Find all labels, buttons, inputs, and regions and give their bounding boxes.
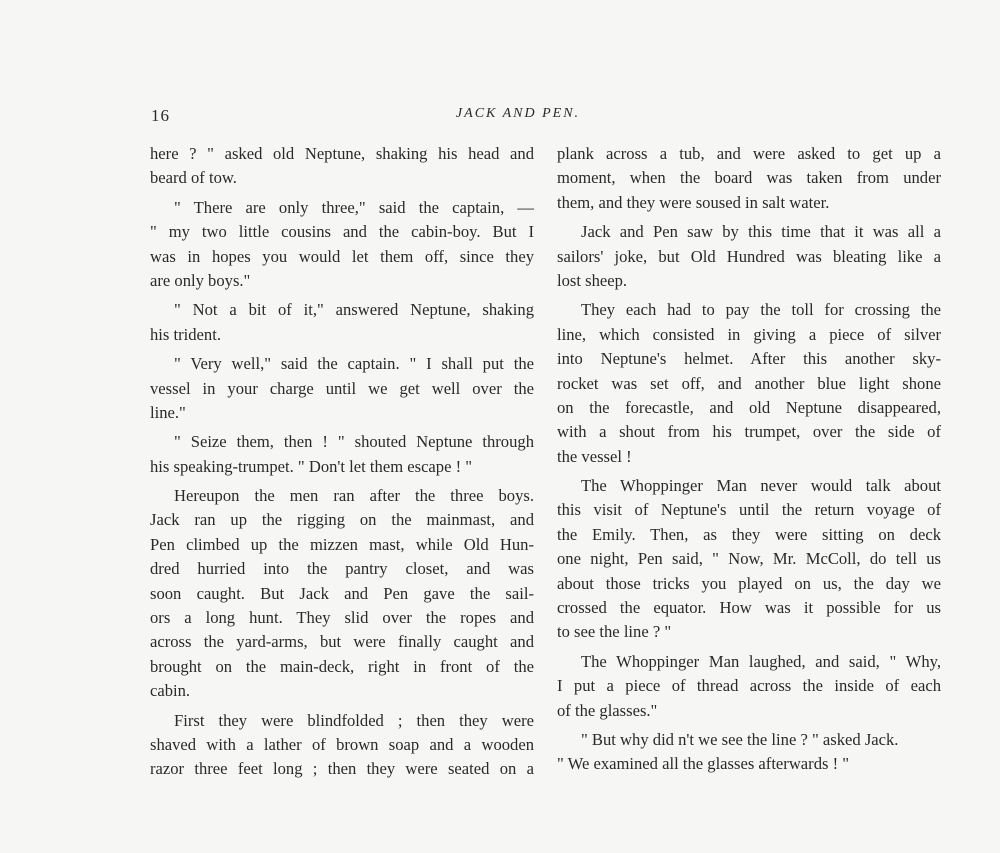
text-line: cabin. [150,681,191,701]
text-line: razor three feet long ; then they were seated on a [150,759,534,779]
text-line: " There are only three," said the captain, — [174,197,534,217]
text-line: Pen climbed up the mizzen mast, while Old Hun- [150,534,534,554]
text-line: " Seize them, then ! " shouted Neptune through [174,432,534,452]
text-line: rocket was set off, and another blue light shone [557,373,941,393]
text-line: The Whoppinger Man never would talk about [581,476,941,496]
text-line: across the yard-arms, but were finally caught and [150,632,534,652]
text-line: lost sheep. [557,270,628,290]
text-line: First they were blindfolded ; then they were [174,710,534,730]
text-line: " Very well," said the captain. " I shall put the [174,354,534,374]
text-line: beard of tow. [150,168,237,188]
text-line: line, which consisted in giving a piece of silver [557,324,941,344]
page-number: 16 [151,106,170,125]
text-line: " my two little cousins and the cabin-boy. But I [150,222,534,242]
text-line: moment, when the board was taken from under [557,168,941,188]
text-line: The Whoppinger Man laughed, and said, " Why, [581,651,941,671]
text-line: " Not a bit of it," answered Neptune, shaking [174,300,534,320]
text-line: dred hurried into the pantry closet, and was [150,559,534,579]
text-line: brought on the main-deck, right in front of the [150,656,534,676]
text-line: crossed the equator. How was it possible for us [557,598,941,618]
text-line: of the glasses." [557,700,658,720]
text-line: ors a long hunt. They slid over the ropes and [150,608,534,628]
text-line: the vessel ! [557,446,632,466]
text-line: line." [150,402,186,422]
text-line: Hereupon the men ran after the three boys. [174,486,534,506]
text-line: was in hopes you would let them off, since they [150,246,534,266]
text-line: about those tricks you played on us, the day we [557,573,941,593]
text-line: " But why did n't we see the line ? " asked Jack. [581,729,899,749]
text-line: his speaking-trumpet. " Don't let them escape ! " [150,456,473,476]
text-line: with a shout from his trumpet, over the side of [557,422,941,442]
text-line: the Emily. Then, as they were sitting on deck [557,524,941,544]
text-line: Jack and Pen saw by this time that it was all a [581,222,941,242]
left-text-column [150,142,534,782]
right-text-column [557,142,941,777]
text-line: I put a piece of thread across the inside of each [557,676,941,696]
text-line: plank across a tub, and were asked to get up a [557,144,941,163]
text-line: Jack ran up the rigging on the mainmast, and [150,510,534,530]
text-line: this visit of Neptune's until the return voyage of [557,500,941,520]
text-line: his trident. [150,324,221,344]
text-line: sailors' joke, but Old Hundred was bleating like a [557,246,941,266]
text-line: them, and they were soused in salt water. [557,192,830,212]
text-line: on the forecastle, and old Neptune disappeared, [557,397,941,417]
text-line: to see the line ? " [557,622,672,642]
text-line: are only boys." [150,270,251,290]
text-line: into Neptune's helmet. After this another sky- [557,349,941,369]
text-line: shaved with a lather of brown soap and a wooden [150,734,534,754]
text-line: soon caught. But Jack and Pen gave the sail- [150,583,534,603]
running-head: JACK AND PEN. [455,106,581,121]
text-line: vessel in your charge until we get well over the [150,378,534,398]
text-line: one night, Pen said, " Now, Mr. McColl, do tell us [557,549,941,569]
text-line: here ? " asked old Neptune, shaking his head and [150,144,534,163]
text-line: " We examined all the glasses afterwards ! " [557,754,850,774]
text-line: They each had to pay the toll for crossing the [581,300,941,320]
